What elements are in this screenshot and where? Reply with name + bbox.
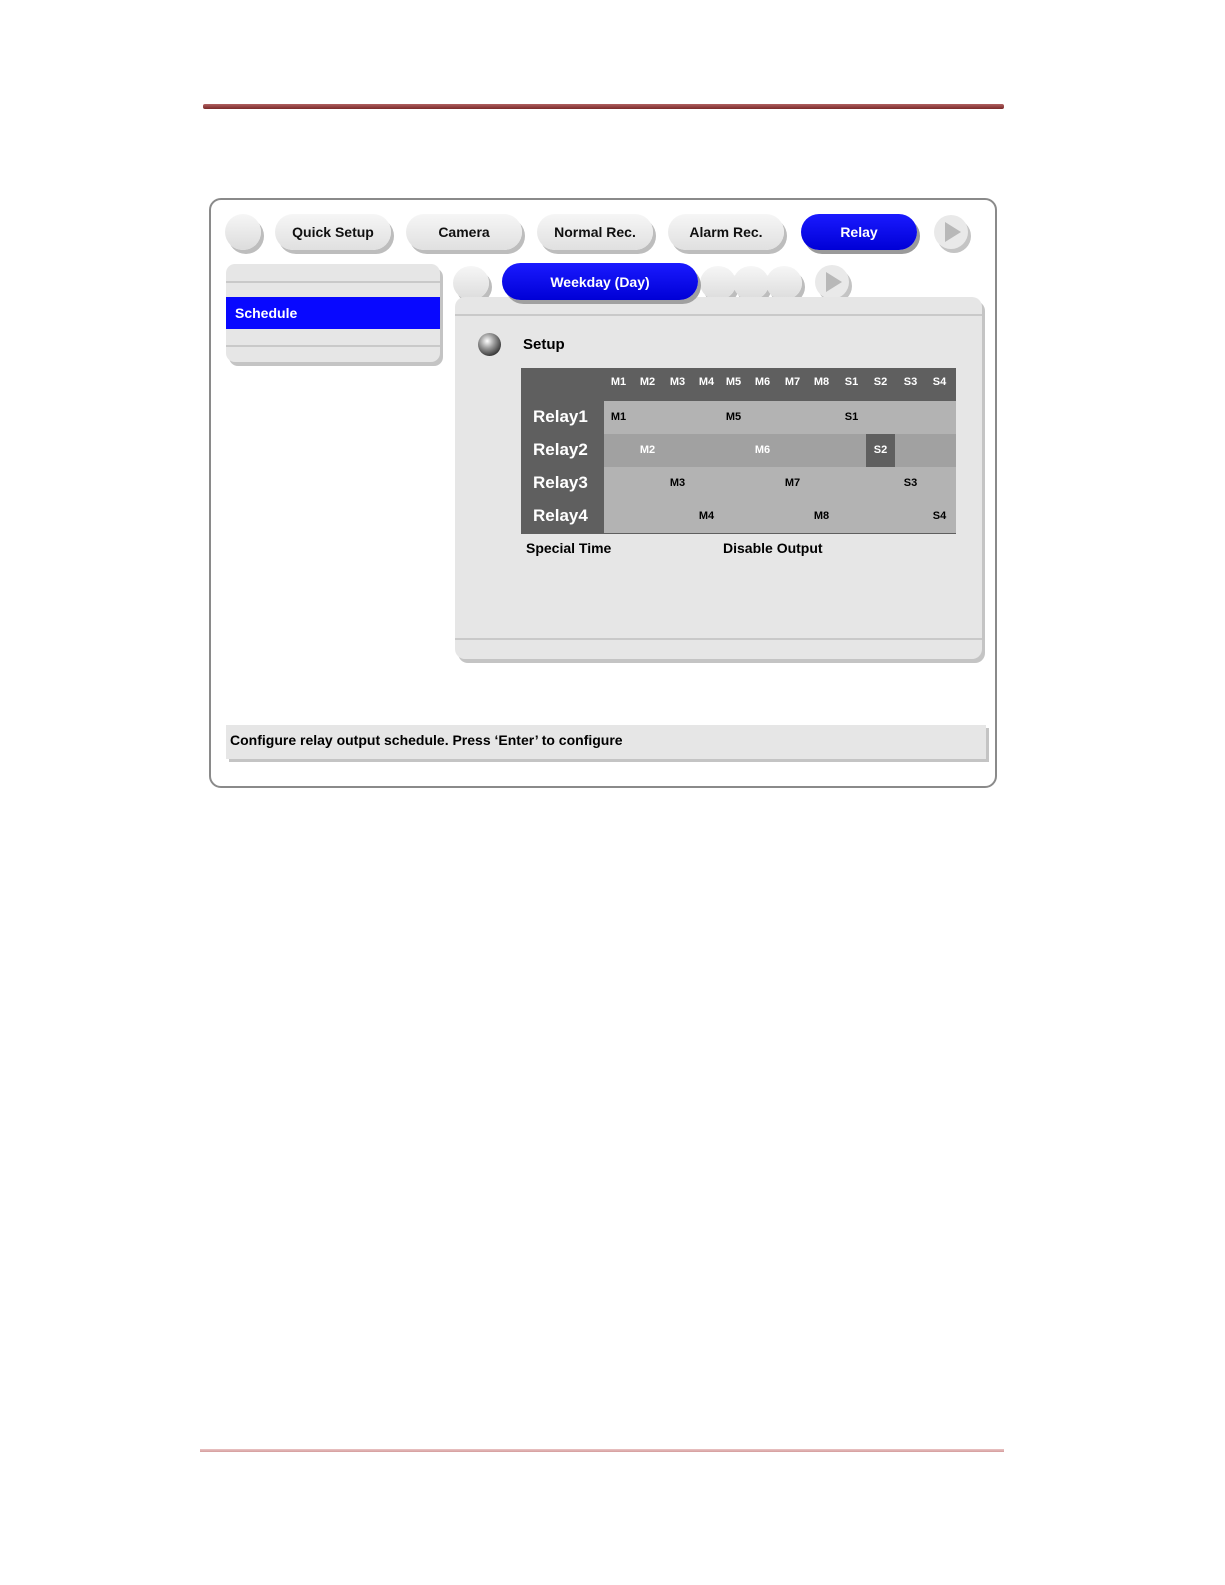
schedule-cell[interactable]: M8 (813, 510, 830, 522)
subtab-weekday-day[interactable]: Weekday (Day) (502, 263, 698, 300)
next-subtab-arrow-icon[interactable] (815, 265, 849, 299)
tab-camera[interactable]: Camera (406, 214, 522, 250)
relay-label: Relay3 (533, 473, 588, 492)
tab-alarm-rec[interactable]: Alarm Rec. (668, 214, 784, 250)
status-help-bar: Configure relay output schedule. Press ‘Enter’ to configure (226, 725, 986, 759)
schedule-cell[interactable]: M7 (784, 477, 801, 489)
next-tab-arrow-icon[interactable] (934, 215, 968, 249)
schedule-cell[interactable]: S4 (932, 510, 947, 522)
relay-label: Relay1 (533, 407, 588, 426)
subtab-blank-2[interactable] (733, 266, 769, 300)
subtab-blank-3[interactable] (766, 266, 802, 300)
column-header: M5 (725, 376, 742, 388)
relay-label: Relay4 (533, 506, 588, 525)
subtab-start-circle (453, 266, 489, 300)
column-header: M3 (669, 376, 686, 388)
column-header: S3 (903, 376, 918, 388)
tab-quick-setup[interactable]: Quick Setup (275, 214, 391, 250)
schedule-cell-selected[interactable]: S2 (866, 434, 895, 467)
schedule-cell[interactable]: M1 (610, 411, 627, 423)
column-header: S4 (932, 376, 947, 388)
legend-disable-output: Disable Output (723, 540, 823, 556)
footer-rule (200, 1449, 1004, 1452)
schedule-cell[interactable]: M2 (639, 444, 656, 456)
tab-bar-start-circle (225, 214, 261, 250)
section-bullet-icon (478, 333, 501, 356)
schedule-cell[interactable]: S1 (844, 411, 859, 423)
column-header: S1 (844, 376, 859, 388)
subtab-blank-1[interactable] (700, 266, 736, 300)
section-title: Setup (523, 336, 565, 353)
column-header: M6 (754, 376, 771, 388)
schedule-cell[interactable]: M3 (669, 477, 686, 489)
column-header: M4 (698, 376, 715, 388)
header-rule (203, 104, 1004, 109)
column-header: M7 (784, 376, 801, 388)
schedule-cell[interactable]: M4 (698, 510, 715, 522)
side-menu-item-schedule[interactable]: Schedule (226, 297, 440, 329)
column-header: M2 (639, 376, 656, 388)
relay-label: Relay2 (533, 440, 588, 459)
schedule-cell[interactable]: M6 (754, 444, 771, 456)
side-menu (226, 264, 440, 362)
tab-normal-rec[interactable]: Normal Rec. (537, 214, 653, 250)
column-header: S2 (873, 376, 888, 388)
tab-relay[interactable]: Relay (801, 214, 917, 250)
schedule-cell[interactable]: S3 (903, 477, 918, 489)
column-header: M8 (813, 376, 830, 388)
schedule-cell[interactable]: M5 (725, 411, 742, 423)
legend-special-time: Special Time (526, 540, 612, 556)
column-header: M1 (610, 376, 627, 388)
